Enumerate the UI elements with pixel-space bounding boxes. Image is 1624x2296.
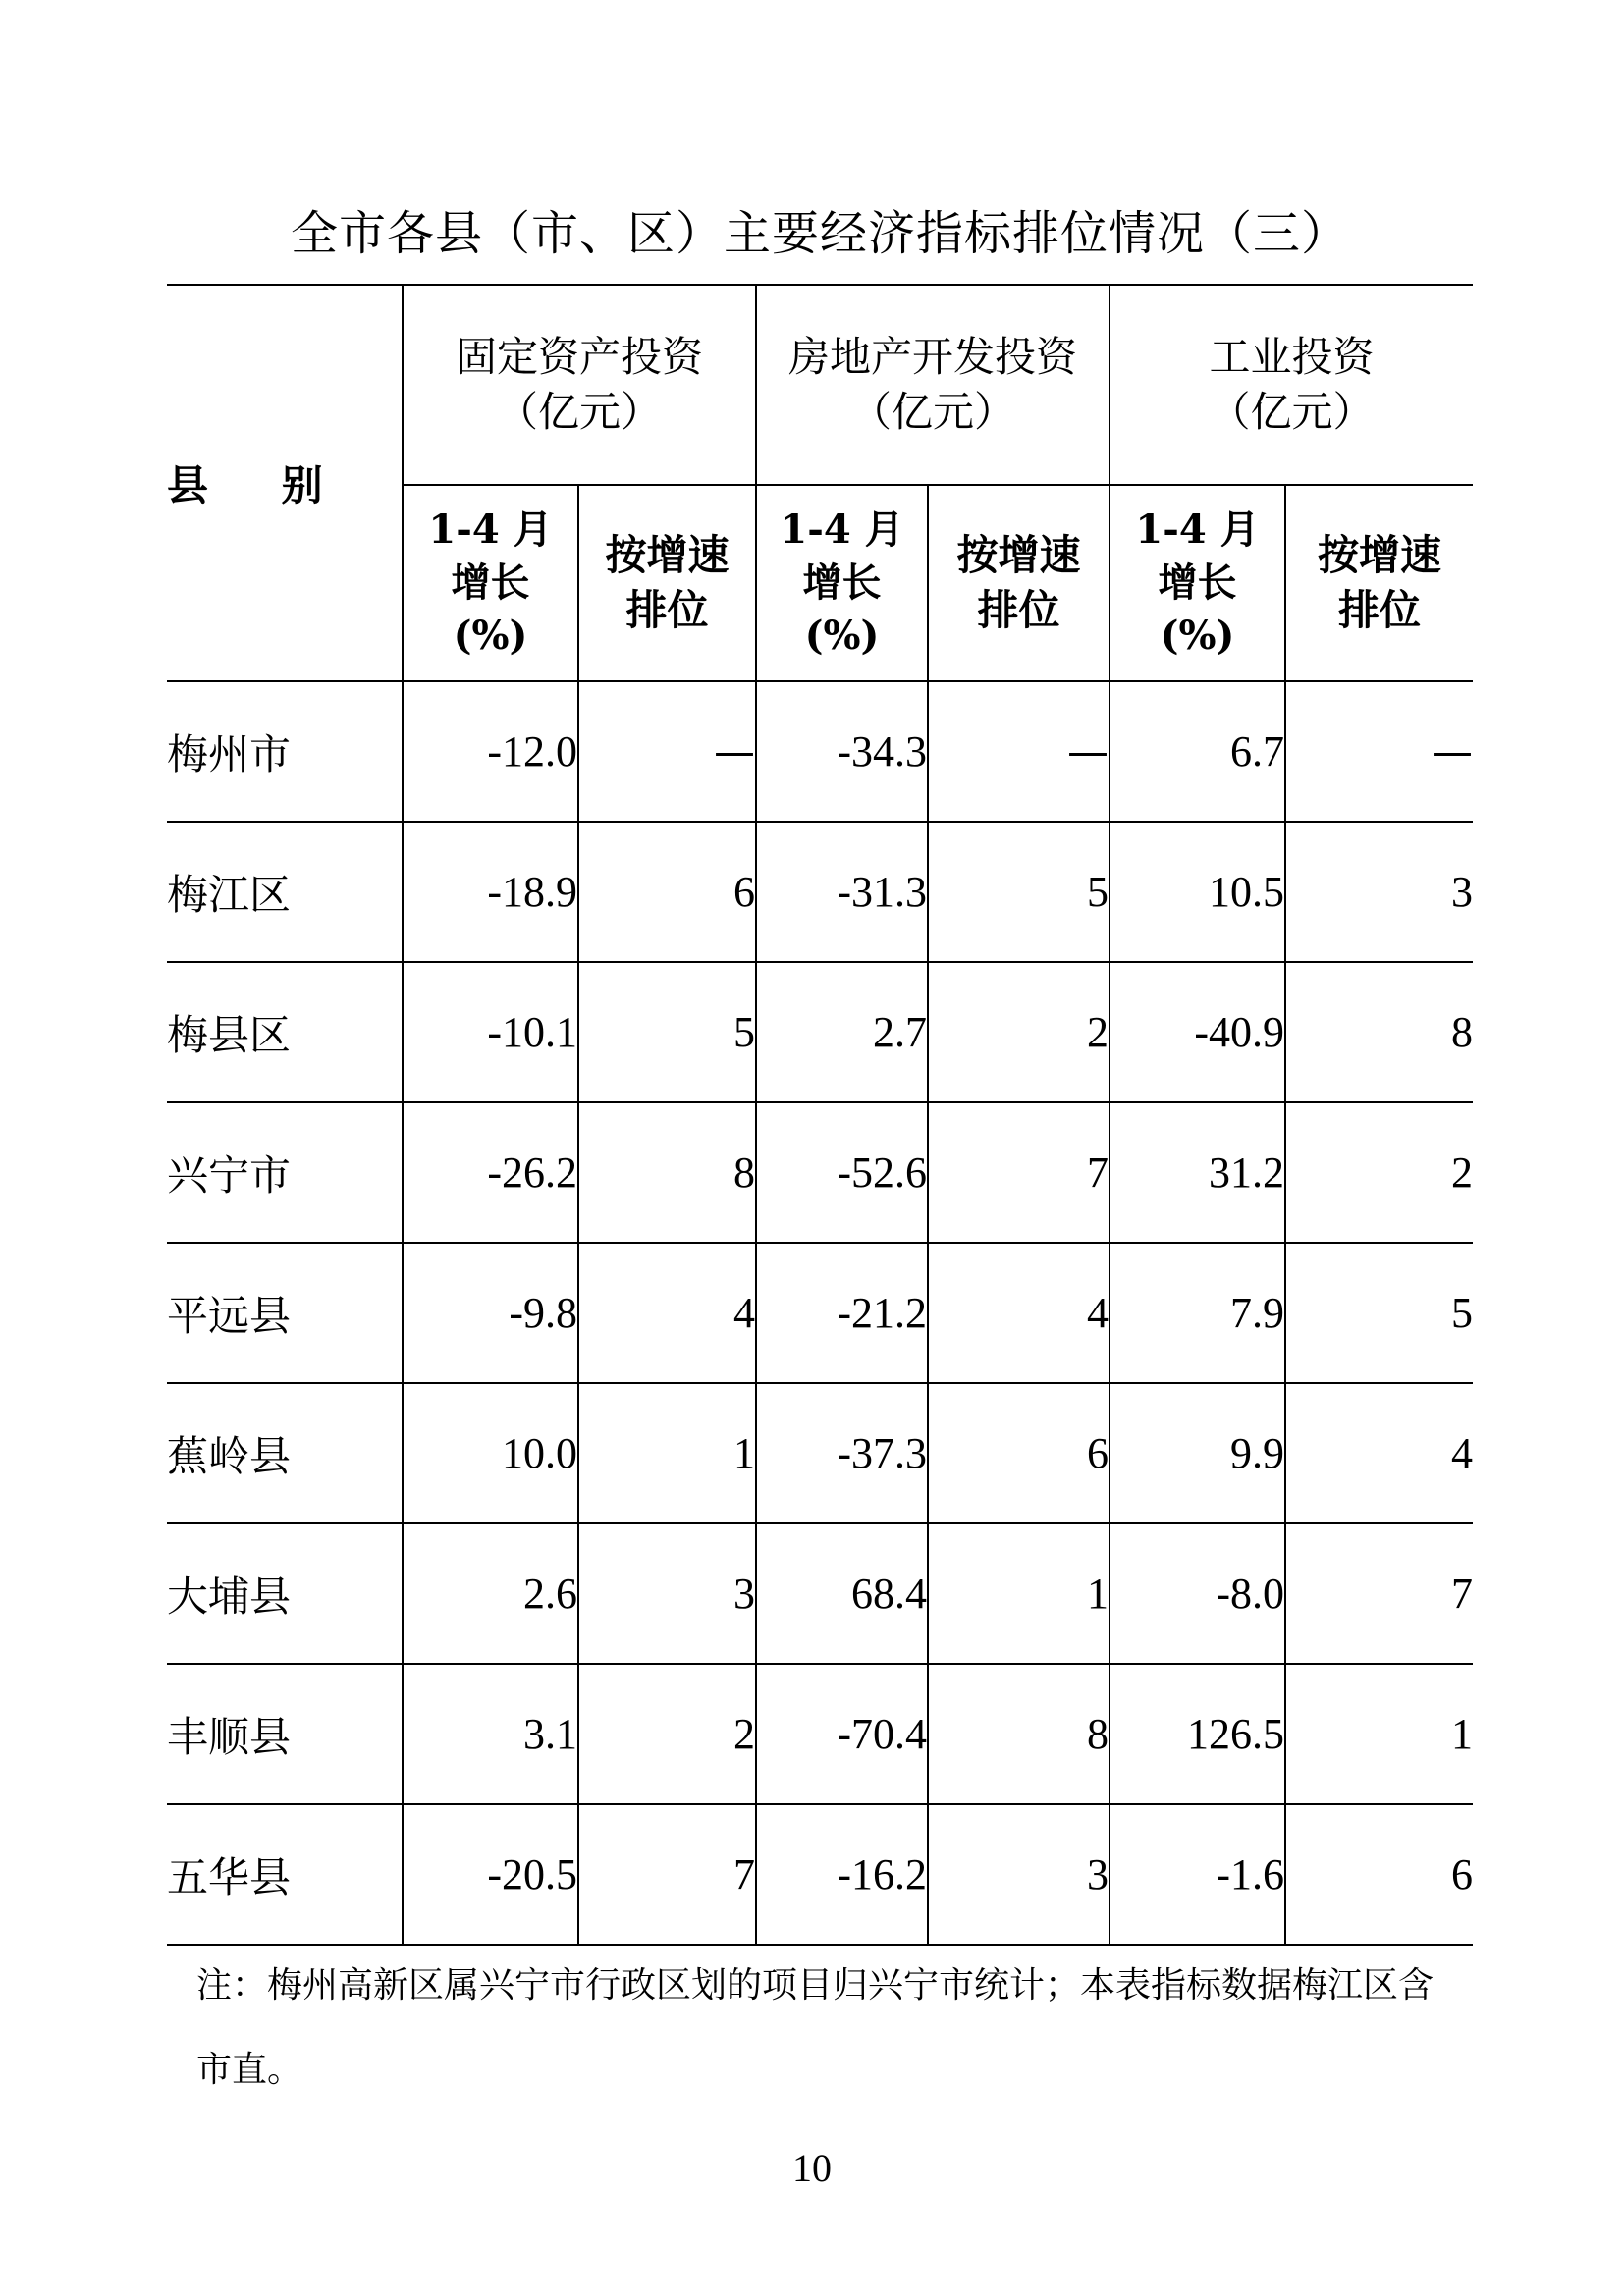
group-name: 房地产开发投资: [788, 333, 1078, 381]
rank-header-line1: 按增速: [605, 531, 730, 579]
rank-value: 7: [928, 1102, 1110, 1243]
growth-value: -52.6: [756, 1102, 928, 1243]
group-header-fixed-asset: [403, 285, 756, 485]
table-row: [167, 1804, 1473, 1945]
growth-value: 3.1: [403, 1664, 578, 1804]
rank-value: —: [928, 681, 1110, 822]
region-name: 蕉岭县: [167, 1383, 403, 1523]
growth-header-label: 增长: [1158, 561, 1237, 606]
rank-value: 8: [578, 1102, 756, 1243]
growth-header-unit: (%): [804, 613, 880, 659]
group-unit: （亿元）: [1209, 388, 1375, 436]
growth-value: -1.6: [1110, 1804, 1285, 1945]
rank-value: 3: [578, 1523, 756, 1664]
group-unit: （亿元）: [850, 388, 1016, 436]
region-name: 梅江区: [167, 822, 403, 962]
rank-value: 6: [1285, 1804, 1473, 1945]
growth-header-period: 1-4 月: [428, 507, 553, 553]
rank-header-line2: 排位: [1338, 586, 1422, 634]
growth-value: 6.7: [1110, 681, 1285, 822]
region-name: 梅县区: [167, 962, 403, 1102]
rank-header-line1: 按增速: [956, 531, 1081, 579]
table-row: [167, 1102, 1473, 1243]
rank-value: 8: [1285, 962, 1473, 1102]
rank-value: —: [1285, 681, 1473, 822]
rank-value: 6: [928, 1383, 1110, 1523]
rank-value: 4: [578, 1243, 756, 1383]
growth-value: -34.3: [756, 681, 928, 822]
rank-header-line2: 排位: [977, 586, 1060, 634]
rank-value: 7: [1285, 1523, 1473, 1664]
rank-value: 6: [578, 822, 756, 962]
rank-value: 8: [928, 1664, 1110, 1804]
region-name: 大埔县: [167, 1523, 403, 1664]
growth-value: 31.2: [1110, 1102, 1285, 1243]
table-row: [167, 822, 1473, 962]
growth-header: [1110, 485, 1285, 681]
region-column-header: 县 别: [167, 285, 403, 681]
growth-value: 7.9: [1110, 1243, 1285, 1383]
growth-value: -18.9: [403, 822, 578, 962]
region-name: 五华县: [167, 1804, 403, 1945]
rank-value: 5: [578, 962, 756, 1102]
rank-value: 3: [1285, 822, 1473, 962]
growth-value: 2.7: [756, 962, 928, 1102]
rank-value: 2: [928, 962, 1110, 1102]
rank-value: 5: [928, 822, 1110, 962]
growth-header-unit: (%): [453, 613, 528, 659]
footnote: 注：梅州高新区属兴宁市行政区划的项目归兴宁市统计；本表指标数据梅江区含市直。: [196, 1965, 1435, 2090]
group-unit: （亿元）: [497, 388, 663, 436]
growth-value: -31.3: [756, 822, 928, 962]
growth-value: 9.9: [1110, 1383, 1285, 1523]
growth-header-unit: (%): [1160, 613, 1235, 659]
rank-value: 4: [1285, 1383, 1473, 1523]
region-name: 梅州市: [167, 681, 403, 822]
rank-value: 1: [1285, 1664, 1473, 1804]
growth-value: -16.2: [756, 1804, 928, 1945]
rank-value: 1: [578, 1383, 756, 1523]
growth-header: [756, 485, 928, 681]
growth-value: 2.6: [403, 1523, 578, 1664]
growth-header-label: 增长: [802, 561, 882, 606]
growth-header-label: 增长: [451, 561, 530, 606]
group-header-real-estate: [756, 285, 1110, 485]
region-name: 平远县: [167, 1243, 403, 1383]
growth-value: 10.0: [403, 1383, 578, 1523]
group-name: 工业投资: [1209, 333, 1375, 381]
growth-value: -10.1: [403, 962, 578, 1102]
table-row: [167, 1664, 1473, 1804]
growth-header-period: 1-4 月: [1135, 507, 1260, 553]
rank-value: 1: [928, 1523, 1110, 1664]
growth-value: -21.2: [756, 1243, 928, 1383]
growth-value: -40.9: [1110, 962, 1285, 1102]
rank-header-line2: 排位: [625, 586, 709, 634]
growth-value: -70.4: [756, 1664, 928, 1804]
group-header-row: [167, 285, 1473, 485]
growth-value: -37.3: [756, 1383, 928, 1523]
table-body: [167, 681, 1473, 1945]
rank-header-line1: 按增速: [1318, 531, 1442, 579]
rank-header: [1285, 485, 1473, 681]
page-number: 10: [792, 2146, 832, 2190]
growth-value: -8.0: [1110, 1523, 1285, 1664]
rank-value: —: [578, 681, 756, 822]
growth-value: -12.0: [403, 681, 578, 822]
rank-value: 4: [928, 1243, 1110, 1383]
growth-value: 126.5: [1110, 1664, 1285, 1804]
group-name: 固定资产投资: [456, 333, 704, 381]
rank-header: [928, 485, 1110, 681]
growth-header: [403, 485, 578, 681]
table-row: [167, 962, 1473, 1102]
rank-value: 3: [928, 1804, 1110, 1945]
table-row: [167, 1383, 1473, 1523]
growth-value: -20.5: [403, 1804, 578, 1945]
rank-value: 2: [578, 1664, 756, 1804]
growth-value: 68.4: [756, 1523, 928, 1664]
growth-value: -26.2: [403, 1102, 578, 1243]
rank-value: 5: [1285, 1243, 1473, 1383]
indicator-table: [167, 284, 1473, 1946]
table-row: [167, 681, 1473, 822]
table-row: [167, 1523, 1473, 1664]
region-name: 丰顺县: [167, 1664, 403, 1804]
table-row: [167, 1243, 1473, 1383]
growth-value: -9.8: [403, 1243, 578, 1383]
rank-value: 2: [1285, 1102, 1473, 1243]
region-name: 兴宁市: [167, 1102, 403, 1243]
group-header-industrial: [1110, 285, 1473, 485]
rank-header: [578, 485, 756, 681]
growth-header-period: 1-4 月: [780, 507, 904, 553]
rank-value: 7: [578, 1804, 756, 1945]
page-title: 全市各县（市、区）主要经济指标排位情况（三）: [290, 206, 1349, 261]
growth-value: 10.5: [1110, 822, 1285, 962]
